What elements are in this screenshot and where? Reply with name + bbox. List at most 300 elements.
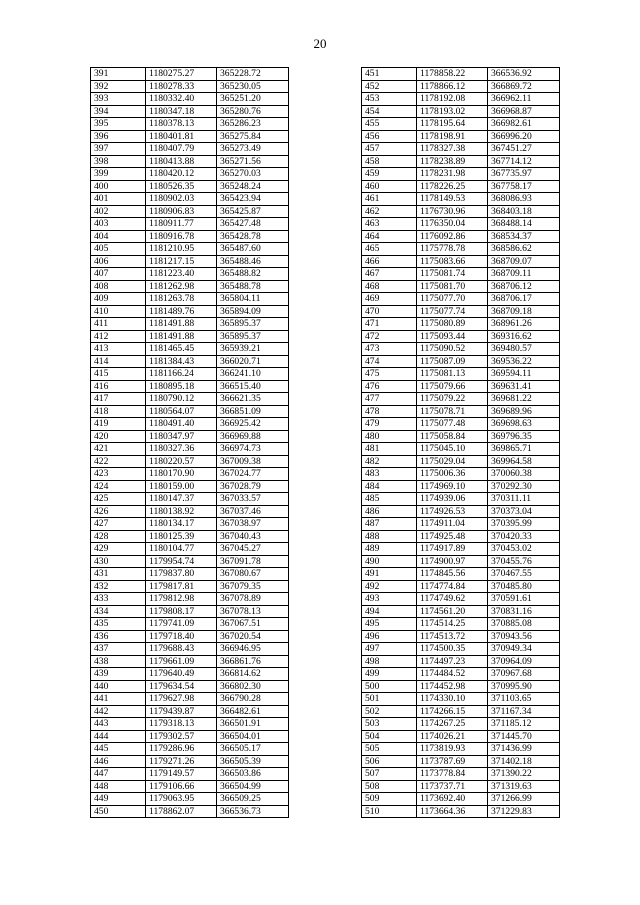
point-number-cell: 498 xyxy=(362,655,417,668)
table-row xyxy=(91,568,289,581)
table-row xyxy=(362,268,560,281)
point-number-cell: 395 xyxy=(91,118,146,131)
table-row xyxy=(91,405,289,418)
table-row xyxy=(362,293,560,306)
point-number-cell: 489 xyxy=(362,543,417,556)
point-number-cell: 429 xyxy=(91,543,146,556)
y-coordinate-cell: 368961.26 xyxy=(488,318,560,331)
table-row xyxy=(362,155,560,168)
y-coordinate-cell: 369681.22 xyxy=(488,393,560,406)
table-row xyxy=(362,355,560,368)
y-coordinate-cell: 370311.11 xyxy=(488,493,560,506)
y-coordinate-cell: 367451.27 xyxy=(488,143,560,156)
x-coordinate-cell: 1180790.12 xyxy=(146,393,217,406)
point-number-cell: 454 xyxy=(362,105,417,118)
table-row xyxy=(91,630,289,643)
point-number-cell: 402 xyxy=(91,205,146,218)
point-number-cell: 396 xyxy=(91,130,146,143)
x-coordinate-cell: 1175087.09 xyxy=(417,355,488,368)
table-row xyxy=(362,493,560,506)
x-coordinate-cell: 1179817.81 xyxy=(146,580,217,593)
table-row xyxy=(362,618,560,631)
y-coordinate-cell: 365275.84 xyxy=(217,130,289,143)
y-coordinate-cell: 365423.94 xyxy=(217,193,289,206)
point-number-cell: 497 xyxy=(362,643,417,656)
y-coordinate-cell: 369480.57 xyxy=(488,343,560,356)
point-number-cell: 462 xyxy=(362,205,417,218)
point-number-cell: 391 xyxy=(91,68,146,81)
point-number-cell: 496 xyxy=(362,630,417,643)
table-row xyxy=(91,755,289,768)
table-row xyxy=(362,655,560,668)
table-row xyxy=(91,105,289,118)
table-row xyxy=(362,180,560,193)
y-coordinate-cell: 370943.56 xyxy=(488,630,560,643)
table-row xyxy=(91,93,289,106)
y-coordinate-cell: 371319.63 xyxy=(488,780,560,793)
x-coordinate-cell: 1176092.86 xyxy=(417,230,488,243)
x-coordinate-cell: 1179271.26 xyxy=(146,755,217,768)
point-number-cell: 471 xyxy=(362,318,417,331)
table-row xyxy=(91,718,289,731)
y-coordinate-cell: 369631.41 xyxy=(488,380,560,393)
y-coordinate-cell: 366974.73 xyxy=(217,443,289,456)
y-coordinate-cell: 368709.11 xyxy=(488,268,560,281)
table-row xyxy=(91,243,289,256)
table-row xyxy=(362,68,560,81)
table-row xyxy=(91,393,289,406)
x-coordinate-cell: 1175078.71 xyxy=(417,405,488,418)
point-number-cell: 442 xyxy=(91,705,146,718)
x-coordinate-cell: 1178193.02 xyxy=(417,105,488,118)
point-number-cell: 413 xyxy=(91,343,146,356)
y-coordinate-cell: 365488.82 xyxy=(217,268,289,281)
y-coordinate-cell: 367045.27 xyxy=(217,543,289,556)
point-number-cell: 421 xyxy=(91,443,146,456)
y-coordinate-cell: 368086.93 xyxy=(488,193,560,206)
table-row xyxy=(362,580,560,593)
x-coordinate-cell: 1179627.98 xyxy=(146,693,217,706)
y-coordinate-cell: 366968.87 xyxy=(488,105,560,118)
y-coordinate-cell: 365939.21 xyxy=(217,343,289,356)
y-coordinate-cell: 365248.24 xyxy=(217,180,289,193)
y-coordinate-cell: 370455.76 xyxy=(488,555,560,568)
x-coordinate-cell: 1174513.72 xyxy=(417,630,488,643)
table-row xyxy=(91,605,289,618)
table-row xyxy=(362,518,560,531)
point-number-cell: 480 xyxy=(362,430,417,443)
x-coordinate-cell: 1178192.08 xyxy=(417,93,488,106)
table-row xyxy=(362,568,560,581)
point-number-cell: 426 xyxy=(91,505,146,518)
x-coordinate-cell: 1175080.89 xyxy=(417,318,488,331)
y-coordinate-cell: 366505.39 xyxy=(217,755,289,768)
point-number-cell: 500 xyxy=(362,680,417,693)
table-body xyxy=(91,68,289,818)
y-coordinate-cell: 367735.97 xyxy=(488,168,560,181)
x-coordinate-cell: 1173819.93 xyxy=(417,743,488,756)
x-coordinate-cell: 1175058.84 xyxy=(417,430,488,443)
y-coordinate-cell: 366962.11 xyxy=(488,93,560,106)
y-coordinate-cell: 365895.37 xyxy=(217,330,289,343)
table-row xyxy=(362,255,560,268)
y-coordinate-cell: 367758.17 xyxy=(488,180,560,193)
y-coordinate-cell: 370964.09 xyxy=(488,655,560,668)
y-coordinate-cell: 366869.72 xyxy=(488,80,560,93)
table-row xyxy=(362,280,560,293)
y-coordinate-cell: 371402.18 xyxy=(488,755,560,768)
table-row xyxy=(362,543,560,556)
table-row xyxy=(91,543,289,556)
y-coordinate-cell: 365894.09 xyxy=(217,305,289,318)
x-coordinate-cell: 1180902.03 xyxy=(146,193,217,206)
table-row xyxy=(91,305,289,318)
point-number-cell: 483 xyxy=(362,468,417,481)
x-coordinate-cell: 1174497.23 xyxy=(417,655,488,668)
point-number-cell: 410 xyxy=(91,305,146,318)
point-number-cell: 507 xyxy=(362,768,417,781)
x-coordinate-cell: 1179812.98 xyxy=(146,593,217,606)
point-number-cell: 482 xyxy=(362,455,417,468)
point-number-cell: 420 xyxy=(91,430,146,443)
table-row xyxy=(362,743,560,756)
table-row xyxy=(91,355,289,368)
point-number-cell: 398 xyxy=(91,155,146,168)
point-number-cell: 464 xyxy=(362,230,417,243)
y-coordinate-cell: 365270.03 xyxy=(217,168,289,181)
table-row xyxy=(91,518,289,531)
point-number-cell: 485 xyxy=(362,493,417,506)
table-row xyxy=(91,255,289,268)
y-coordinate-cell: 368706.12 xyxy=(488,280,560,293)
y-coordinate-cell: 367080.67 xyxy=(217,568,289,581)
point-number-cell: 427 xyxy=(91,518,146,531)
point-number-cell: 452 xyxy=(362,80,417,93)
x-coordinate-cell: 1181491.88 xyxy=(146,330,217,343)
x-coordinate-cell: 1175045.10 xyxy=(417,443,488,456)
table-row xyxy=(362,768,560,781)
y-coordinate-cell: 367020.54 xyxy=(217,630,289,643)
table-row xyxy=(91,555,289,568)
table-row xyxy=(362,705,560,718)
y-coordinate-cell: 367028.79 xyxy=(217,480,289,493)
table-row xyxy=(91,418,289,431)
table-row xyxy=(362,330,560,343)
point-number-cell: 409 xyxy=(91,293,146,306)
x-coordinate-cell: 1174500.35 xyxy=(417,643,488,656)
y-coordinate-cell: 367024.77 xyxy=(217,468,289,481)
table-row xyxy=(91,493,289,506)
x-coordinate-cell: 1178149.53 xyxy=(417,193,488,206)
x-coordinate-cell: 1179318.13 xyxy=(146,718,217,731)
point-number-cell: 465 xyxy=(362,243,417,256)
x-coordinate-cell: 1179149.57 xyxy=(146,768,217,781)
point-number-cell: 481 xyxy=(362,443,417,456)
x-coordinate-cell: 1180491.40 xyxy=(146,418,217,431)
y-coordinate-cell: 368403.18 xyxy=(488,205,560,218)
x-coordinate-cell: 1180138.92 xyxy=(146,505,217,518)
point-number-cell: 488 xyxy=(362,530,417,543)
table-row xyxy=(91,743,289,756)
x-coordinate-cell: 1181263.78 xyxy=(146,293,217,306)
point-number-cell: 441 xyxy=(91,693,146,706)
table-row xyxy=(91,480,289,493)
table-row xyxy=(91,530,289,543)
table-row xyxy=(91,143,289,156)
x-coordinate-cell: 1180278.33 xyxy=(146,80,217,93)
x-coordinate-cell: 1174925.48 xyxy=(417,530,488,543)
x-coordinate-cell: 1175081.70 xyxy=(417,280,488,293)
table-row xyxy=(91,205,289,218)
y-coordinate-cell: 366020.71 xyxy=(217,355,289,368)
x-coordinate-cell: 1173787.69 xyxy=(417,755,488,768)
table-row xyxy=(91,668,289,681)
y-coordinate-cell: 370395.99 xyxy=(488,518,560,531)
table-row xyxy=(91,368,289,381)
table-row xyxy=(362,305,560,318)
table-row xyxy=(91,343,289,356)
table-row xyxy=(362,530,560,543)
point-number-cell: 499 xyxy=(362,668,417,681)
y-coordinate-cell: 370467.55 xyxy=(488,568,560,581)
table-row xyxy=(362,193,560,206)
table-row xyxy=(91,643,289,656)
x-coordinate-cell: 1175079.66 xyxy=(417,380,488,393)
point-number-cell: 392 xyxy=(91,80,146,93)
point-number-cell: 458 xyxy=(362,155,417,168)
x-coordinate-cell: 1178198.91 xyxy=(417,130,488,143)
point-number-cell: 437 xyxy=(91,643,146,656)
y-coordinate-cell: 371103.65 xyxy=(488,693,560,706)
x-coordinate-cell: 1178231.98 xyxy=(417,168,488,181)
table-row xyxy=(91,318,289,331)
y-coordinate-cell: 366969.88 xyxy=(217,430,289,443)
point-number-cell: 502 xyxy=(362,705,417,718)
y-coordinate-cell: 370831.16 xyxy=(488,605,560,618)
x-coordinate-cell: 1173778.84 xyxy=(417,768,488,781)
point-number-cell: 493 xyxy=(362,593,417,606)
point-number-cell: 474 xyxy=(362,355,417,368)
point-number-cell: 443 xyxy=(91,718,146,731)
x-coordinate-cell: 1175077.74 xyxy=(417,305,488,318)
table-row xyxy=(362,205,560,218)
point-number-cell: 428 xyxy=(91,530,146,543)
y-coordinate-cell: 365425.87 xyxy=(217,205,289,218)
table-row xyxy=(91,705,289,718)
table-row xyxy=(91,455,289,468)
y-coordinate-cell: 366482.61 xyxy=(217,705,289,718)
point-number-cell: 423 xyxy=(91,468,146,481)
x-coordinate-cell: 1173692.40 xyxy=(417,793,488,806)
table-row xyxy=(362,693,560,706)
x-coordinate-cell: 1174561.20 xyxy=(417,605,488,618)
table-row xyxy=(91,380,289,393)
x-coordinate-cell: 1180401.81 xyxy=(146,130,217,143)
y-coordinate-cell: 371185.12 xyxy=(488,718,560,731)
point-number-cell: 444 xyxy=(91,730,146,743)
x-coordinate-cell: 1180125.39 xyxy=(146,530,217,543)
x-coordinate-cell: 1180564.07 xyxy=(146,405,217,418)
point-number-cell: 447 xyxy=(91,768,146,781)
y-coordinate-cell: 366996.20 xyxy=(488,130,560,143)
point-number-cell: 506 xyxy=(362,755,417,768)
x-coordinate-cell: 1180332.40 xyxy=(146,93,217,106)
y-coordinate-cell: 370420.33 xyxy=(488,530,560,543)
table-row xyxy=(362,730,560,743)
x-coordinate-cell: 1179063.95 xyxy=(146,793,217,806)
y-coordinate-cell: 366925.42 xyxy=(217,418,289,431)
table-row xyxy=(91,230,289,243)
point-number-cell: 430 xyxy=(91,555,146,568)
y-coordinate-cell: 367040.43 xyxy=(217,530,289,543)
x-coordinate-cell: 1181384.43 xyxy=(146,355,217,368)
point-number-cell: 417 xyxy=(91,393,146,406)
y-coordinate-cell: 365804.11 xyxy=(217,293,289,306)
y-coordinate-cell: 369316.62 xyxy=(488,330,560,343)
x-coordinate-cell: 1175081.74 xyxy=(417,268,488,281)
y-coordinate-cell: 365428.78 xyxy=(217,230,289,243)
y-coordinate-cell: 371266.99 xyxy=(488,793,560,806)
y-coordinate-cell: 368709.07 xyxy=(488,255,560,268)
point-number-cell: 405 xyxy=(91,243,146,256)
table-row xyxy=(91,505,289,518)
point-number-cell: 411 xyxy=(91,318,146,331)
x-coordinate-cell: 1180220.57 xyxy=(146,455,217,468)
y-coordinate-cell: 367714.12 xyxy=(488,155,560,168)
y-coordinate-cell: 366814.62 xyxy=(217,668,289,681)
point-number-cell: 425 xyxy=(91,493,146,506)
x-coordinate-cell: 1179837.80 xyxy=(146,568,217,581)
y-coordinate-cell: 365228.72 xyxy=(217,68,289,81)
table-row xyxy=(91,593,289,606)
x-coordinate-cell: 1174900.97 xyxy=(417,555,488,568)
y-coordinate-cell: 365487.60 xyxy=(217,243,289,256)
point-number-cell: 486 xyxy=(362,505,417,518)
point-number-cell: 399 xyxy=(91,168,146,181)
x-coordinate-cell: 1175081.13 xyxy=(417,368,488,381)
point-number-cell: 412 xyxy=(91,330,146,343)
x-coordinate-cell: 1174514.25 xyxy=(417,618,488,631)
point-number-cell: 505 xyxy=(362,743,417,756)
point-number-cell: 432 xyxy=(91,580,146,593)
point-number-cell: 418 xyxy=(91,405,146,418)
y-coordinate-cell: 367033.57 xyxy=(217,493,289,506)
y-coordinate-cell: 366505.17 xyxy=(217,743,289,756)
table-row xyxy=(91,268,289,281)
x-coordinate-cell: 1174749.62 xyxy=(417,593,488,606)
point-number-cell: 448 xyxy=(91,780,146,793)
table-row xyxy=(362,805,560,818)
point-number-cell: 457 xyxy=(362,143,417,156)
table-row xyxy=(362,443,560,456)
table-row xyxy=(362,218,560,231)
page-number: 20 xyxy=(313,36,327,51)
y-coordinate-cell: 365286.23 xyxy=(217,118,289,131)
x-coordinate-cell: 1180378.13 xyxy=(146,118,217,131)
point-number-cell: 419 xyxy=(91,418,146,431)
table-row xyxy=(362,118,560,131)
point-number-cell: 416 xyxy=(91,380,146,393)
x-coordinate-cell: 1175029.04 xyxy=(417,455,488,468)
x-coordinate-cell: 1178862.07 xyxy=(146,805,217,818)
y-coordinate-cell: 370967.68 xyxy=(488,668,560,681)
x-coordinate-cell: 1180327.36 xyxy=(146,443,217,456)
y-coordinate-cell: 366509.25 xyxy=(217,793,289,806)
table-row xyxy=(91,580,289,593)
x-coordinate-cell: 1174484.52 xyxy=(417,668,488,681)
y-coordinate-cell: 369689.96 xyxy=(488,405,560,418)
y-coordinate-cell: 370591.61 xyxy=(488,593,560,606)
x-coordinate-cell: 1175006.36 xyxy=(417,468,488,481)
table-row xyxy=(91,168,289,181)
table-row xyxy=(91,768,289,781)
table-row xyxy=(362,668,560,681)
table-row xyxy=(91,443,289,456)
point-number-cell: 446 xyxy=(91,755,146,768)
x-coordinate-cell: 1180275.27 xyxy=(146,68,217,81)
x-coordinate-cell: 1175079.22 xyxy=(417,393,488,406)
table-row xyxy=(362,643,560,656)
y-coordinate-cell: 371167.34 xyxy=(488,705,560,718)
table-row xyxy=(91,155,289,168)
point-number-cell: 477 xyxy=(362,393,417,406)
y-coordinate-cell: 366241.10 xyxy=(217,368,289,381)
x-coordinate-cell: 1179439.87 xyxy=(146,705,217,718)
x-coordinate-cell: 1175093.44 xyxy=(417,330,488,343)
y-coordinate-cell: 369536.22 xyxy=(488,355,560,368)
point-number-cell: 510 xyxy=(362,805,417,818)
y-coordinate-cell: 366504.01 xyxy=(217,730,289,743)
x-coordinate-cell: 1180413.88 xyxy=(146,155,217,168)
y-coordinate-cell: 366501.91 xyxy=(217,718,289,731)
table-row xyxy=(91,430,289,443)
point-number-cell: 459 xyxy=(362,168,417,181)
x-coordinate-cell: 1180407.79 xyxy=(146,143,217,156)
x-coordinate-cell: 1175778.78 xyxy=(417,243,488,256)
y-coordinate-cell: 366946.95 xyxy=(217,643,289,656)
table-row xyxy=(91,130,289,143)
point-number-cell: 476 xyxy=(362,380,417,393)
point-number-cell: 440 xyxy=(91,680,146,693)
y-coordinate-cell: 370060.38 xyxy=(488,468,560,481)
x-coordinate-cell: 1179106.66 xyxy=(146,780,217,793)
y-coordinate-cell: 366790.28 xyxy=(217,693,289,706)
table-row xyxy=(362,393,560,406)
point-number-cell: 478 xyxy=(362,405,417,418)
point-number-cell: 431 xyxy=(91,568,146,581)
table-row xyxy=(362,680,560,693)
table-row xyxy=(91,805,289,818)
x-coordinate-cell: 1174452.98 xyxy=(417,680,488,693)
y-coordinate-cell: 370885.08 xyxy=(488,618,560,631)
point-number-cell: 397 xyxy=(91,143,146,156)
table-row xyxy=(362,343,560,356)
x-coordinate-cell: 1179302.57 xyxy=(146,730,217,743)
x-coordinate-cell: 1181491.88 xyxy=(146,318,217,331)
point-number-cell: 466 xyxy=(362,255,417,268)
point-number-cell: 469 xyxy=(362,293,417,306)
table-row xyxy=(91,730,289,743)
y-coordinate-cell: 367079.35 xyxy=(217,580,289,593)
y-coordinate-cell: 370453.02 xyxy=(488,543,560,556)
table-row xyxy=(91,293,289,306)
point-number-cell: 450 xyxy=(91,805,146,818)
table-row xyxy=(91,193,289,206)
table-row xyxy=(362,105,560,118)
table-row xyxy=(362,555,560,568)
y-coordinate-cell: 366851.09 xyxy=(217,405,289,418)
point-number-cell: 404 xyxy=(91,230,146,243)
